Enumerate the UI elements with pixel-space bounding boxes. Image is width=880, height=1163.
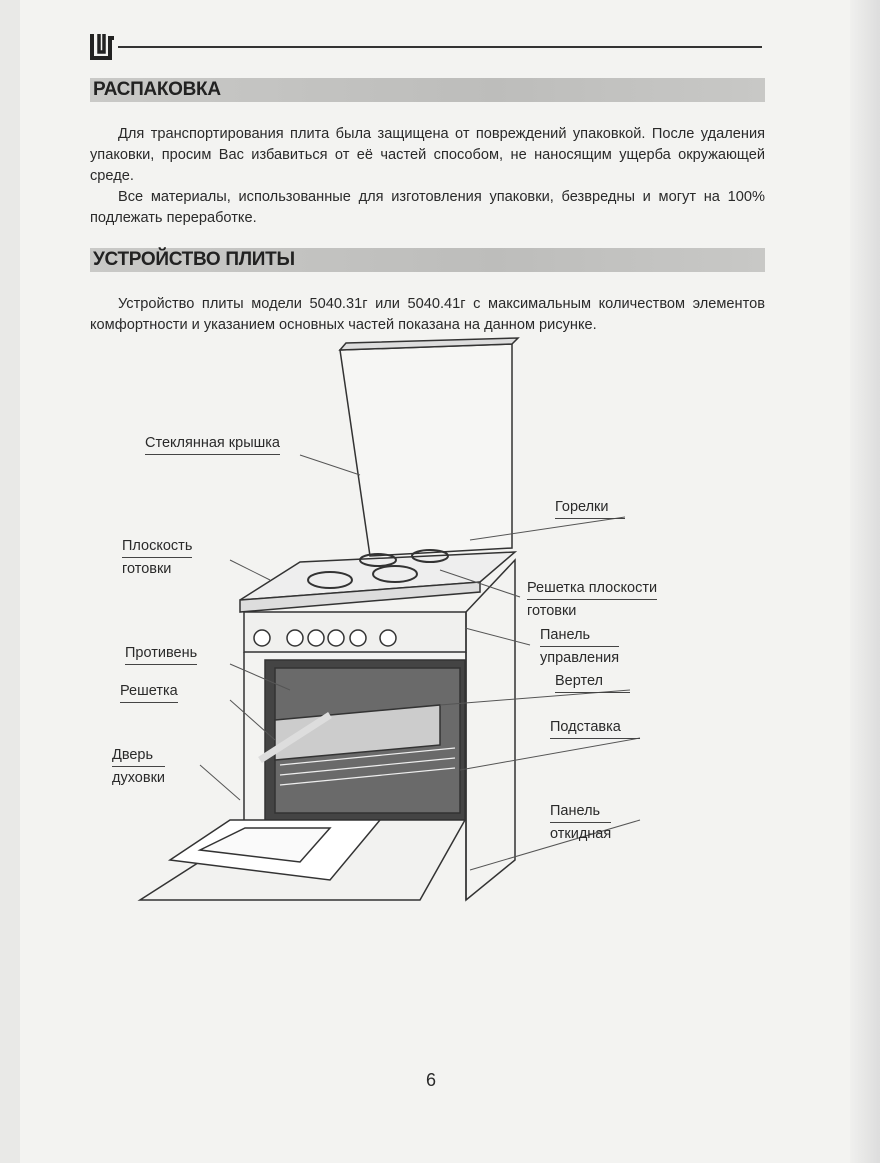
label-stand: Подставка (550, 716, 640, 739)
label-line: Решетка плоскости (527, 577, 657, 600)
label-glass-lid: Стеклянная крышка (145, 432, 280, 455)
heading-text: УСТРОЙСТВО ПЛИТЫ (93, 249, 295, 270)
label-line: готовки (527, 603, 577, 619)
label-drop-panel (550, 800, 611, 845)
label-tray: Противень (125, 642, 197, 665)
label-control-panel (540, 624, 619, 669)
paragraph: Устройство плиты модели 5040.31г или 5040.41г с максимальным количеством элементов комфортности и указанием основных частей показана на данном рисунке. (90, 296, 765, 333)
label-line: Панель (540, 624, 619, 647)
label-burners: Горелки (555, 496, 625, 519)
paragraph: Для транспортирования плита была защищена от повреждений упаковкой. После удаления упаковки, просим Вас избавиться от её частей способом, не наносящим ущерба окружающей среде. (90, 126, 765, 184)
page-number: 6 (426, 1070, 437, 1090)
label-line: Плоскость (122, 535, 192, 558)
label-cooktop-grate (527, 577, 657, 622)
label-line: Панель (550, 800, 611, 823)
label-spit: Вертел (555, 670, 630, 693)
label-cooktop (122, 535, 192, 580)
label-line: Дверь (112, 744, 165, 767)
label-line: управления (540, 650, 620, 666)
paragraph: Все материалы, использованные для изготовления упаковки, безвредны и могут на 100% подлежать переработке. (90, 189, 765, 226)
label-rack: Решетка (120, 680, 178, 703)
heading-text: РАСПАКОВКА (93, 79, 221, 100)
label-line: духовки (112, 770, 166, 786)
label-line: готовки (122, 561, 172, 577)
label-line: откидная (550, 826, 612, 842)
label-oven-door (112, 744, 165, 789)
